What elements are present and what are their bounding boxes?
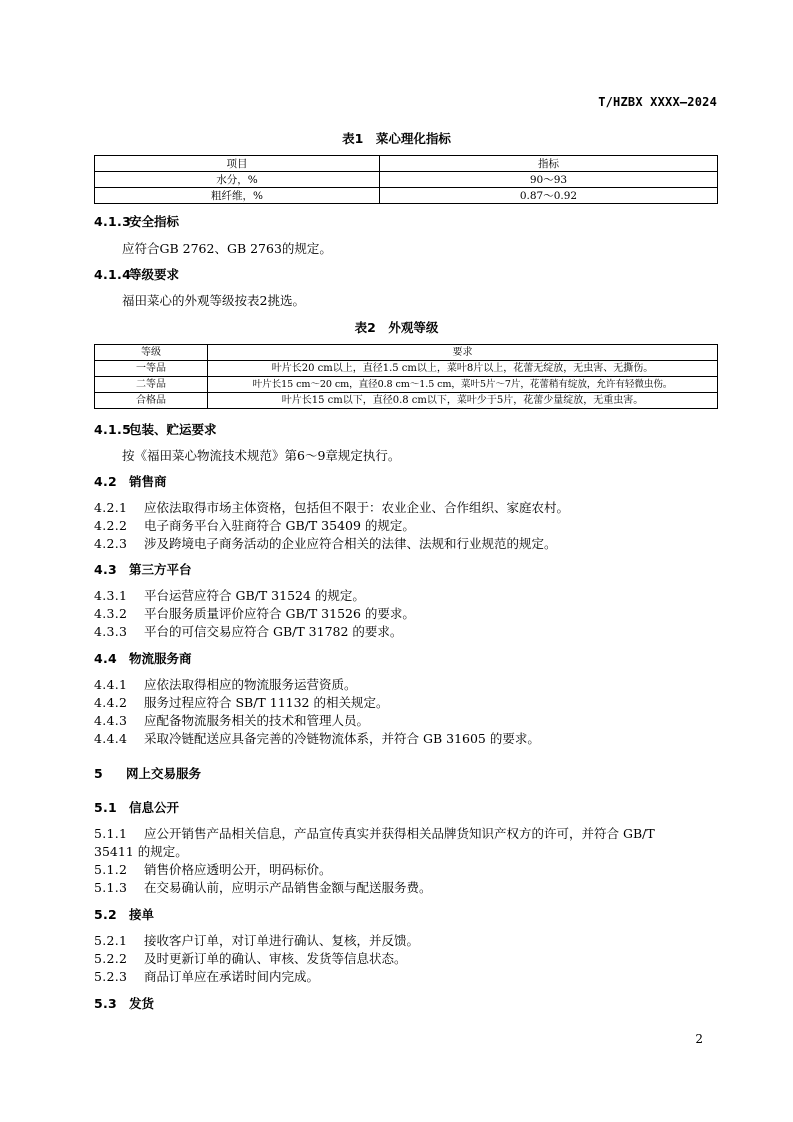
paragraph: 福田菜心的外观等级按表2挑选。 (122, 293, 305, 308)
clause-text: 平台运营应符合 GB/T 31524 的规定。 (144, 588, 365, 603)
section-title: 等级要求 (129, 267, 180, 282)
section-heading-4-3 (94, 561, 734, 578)
clause-text: 应依法取得相应的物流服务运营资质。 (144, 677, 357, 692)
table2 (94, 344, 718, 409)
list-item (94, 694, 734, 711)
table-row (95, 188, 718, 204)
section-heading-5-3 (94, 995, 734, 1012)
clause-text: 接收客户订单，对订单进行确认、复核，并反馈。 (144, 933, 420, 948)
table-cell: 90～93 (380, 172, 718, 188)
table-cell: 叶片长20 cm以上，直径1.5 cm以上，菜叶8片以上，花蕾无绽放，无虫害、无撕伤。 (208, 361, 718, 377)
section-number: 4.1.3 (94, 214, 132, 229)
table1-header-row (95, 156, 718, 172)
table-cell: 叶片长15 cm～20 cm，直径0.8 cm～1.5 cm，菜叶5片～7片，花蕾稍有绽放，允许有轻微虫伤。 (208, 377, 718, 393)
clause-text: 商品订单应在承诺时间内完成。 (144, 969, 320, 984)
clause-number: 4.3.3 (94, 624, 128, 639)
table-row (95, 361, 718, 377)
section-number: 4.3 (94, 562, 118, 577)
section-title: 发货 (129, 996, 155, 1011)
table2-header-cell: 要求 (208, 345, 718, 361)
section-heading-5-2 (94, 906, 734, 923)
clause-text: 35411 的规定。 (94, 844, 188, 859)
list-item (94, 730, 734, 747)
clause-text: 及时更新订单的确认、审核、发货等信息状态。 (144, 951, 407, 966)
clause-text: 电子商务平台入驻商符合 GB/T 35409 的规定。 (144, 518, 415, 533)
section-heading-4-4 (94, 650, 734, 667)
list-item (94, 950, 734, 967)
section-title: 第三方平台 (129, 562, 192, 577)
clause-number: 5.1.3 (94, 880, 128, 895)
clause-text: 平台服务质量评价应符合 GB/T 31526 的要求。 (144, 606, 415, 621)
table2-title: 表2 外观等级 (354, 320, 439, 335)
clause-number: 4.3.2 (94, 606, 128, 621)
section-title: 接单 (129, 907, 155, 922)
clause-number: 5.2.2 (94, 951, 128, 966)
table1-header-cell: 指标 (380, 156, 718, 172)
list-item (94, 517, 734, 534)
clause-number: 5.1.2 (94, 862, 128, 877)
list-item (94, 712, 734, 729)
table-cell: 二等品 (95, 377, 208, 393)
clause-text: 平台的可信交易应符合 GB/T 31782 的要求。 (144, 624, 403, 639)
table-cell: 粗纤维，% (95, 188, 380, 204)
section-title: 物流服务商 (129, 651, 192, 666)
clause-number: 4.2.3 (94, 536, 128, 551)
clause-number: 5.2.3 (94, 969, 128, 984)
clause-number: 4.2.1 (94, 500, 128, 515)
table-cell: 一等品 (95, 361, 208, 377)
paragraph: 按《福田菜心物流技术规范》第6～9章规定执行。 (122, 448, 401, 463)
chapter-title: 网上交易服务 (126, 766, 202, 781)
section-title: 安全指标 (129, 214, 180, 229)
table-row (95, 172, 718, 188)
table-row (95, 377, 718, 393)
list-item (94, 968, 734, 985)
section-title: 销售商 (129, 474, 167, 489)
section-number: 5.3 (94, 996, 118, 1011)
paragraph: 应符合GB 2762、GB 2763的规定。 (122, 241, 332, 256)
standard-code: T/HZBX XXXX—2024 (598, 95, 717, 109)
section-heading-5-1 (94, 799, 734, 816)
table1-title: 表1 菜心理化指标 (342, 131, 451, 146)
section-number: 5.1 (94, 800, 118, 815)
clause-text: 服务过程应符合 SB/T 11132 的相关规定。 (144, 695, 389, 710)
table2-header-cell: 等级 (95, 345, 208, 361)
list-item (94, 825, 734, 842)
section-heading-4-1-4 (94, 266, 734, 283)
section-heading-4-2 (94, 473, 734, 490)
section-title: 包装、贮运要求 (129, 422, 217, 437)
clause-number: 5.1.1 (94, 826, 128, 841)
list-item-continuation (94, 843, 734, 860)
clause-number: 5.2.1 (94, 933, 128, 948)
clause-text: 涉及跨境电子商务活动的企业应符合相关的法律、法规和行业规范的规定。 (144, 536, 557, 551)
table-cell: 水分，% (95, 172, 380, 188)
list-item (94, 623, 734, 640)
chapter-heading-5 (94, 765, 734, 782)
clause-number: 4.3.1 (94, 588, 128, 603)
table-cell: 合格品 (95, 393, 208, 409)
clause-text: 应依法取得市场主体资格，包括但不限于：农业企业、合作组织、家庭农村。 (144, 500, 570, 515)
list-item (94, 932, 734, 949)
section-number: 5.2 (94, 907, 118, 922)
section-number: 4.1.5 (94, 422, 132, 437)
table-cell: 0.87～0.92 (380, 188, 718, 204)
list-item (94, 499, 734, 516)
section-number: 4.4 (94, 651, 118, 666)
clause-number: 4.4.2 (94, 695, 128, 710)
clause-number: 4.4.1 (94, 677, 128, 692)
page-number: 2 (695, 1032, 703, 1046)
list-item (94, 861, 734, 878)
table1-header-cell: 项目 (95, 156, 380, 172)
clause-text: 采取冷链配送应具备完善的冷链物流体系，并符合 GB 31605 的要求。 (144, 731, 540, 746)
clause-text: 在交易确认前，应明示产品销售金额与配送服务费。 (144, 880, 432, 895)
clause-number: 4.2.2 (94, 518, 128, 533)
section-number: 4.1.4 (94, 267, 132, 282)
section-title: 信息公开 (129, 800, 180, 815)
list-item (94, 605, 734, 622)
list-item (94, 676, 734, 693)
section-number: 4.2 (94, 474, 118, 489)
clause-number: 4.4.4 (94, 731, 128, 746)
list-item (94, 879, 734, 896)
section-heading-4-1-5 (94, 421, 734, 438)
table-cell: 叶片长15 cm以下，直径0.8 cm以下，菜叶少于5片，花蕾少量绽放，无重虫害。 (208, 393, 718, 409)
chapter-number: 5 (94, 766, 103, 781)
table-row (95, 393, 718, 409)
clause-text: 应公开销售产品相关信息，产品宣传真实并获得相关品牌货知识产权方的许可，并符合 GB/T (144, 826, 655, 841)
clause-text: 销售价格应透明公开，明码标价。 (144, 862, 332, 877)
table2-header-row (95, 345, 718, 361)
clause-text: 应配备物流服务相关的技术和管理人员。 (144, 713, 370, 728)
list-item (94, 587, 734, 604)
section-heading-4-1-3 (94, 213, 734, 230)
table1 (94, 155, 718, 204)
clause-number: 4.4.3 (94, 713, 128, 728)
list-item (94, 535, 734, 552)
